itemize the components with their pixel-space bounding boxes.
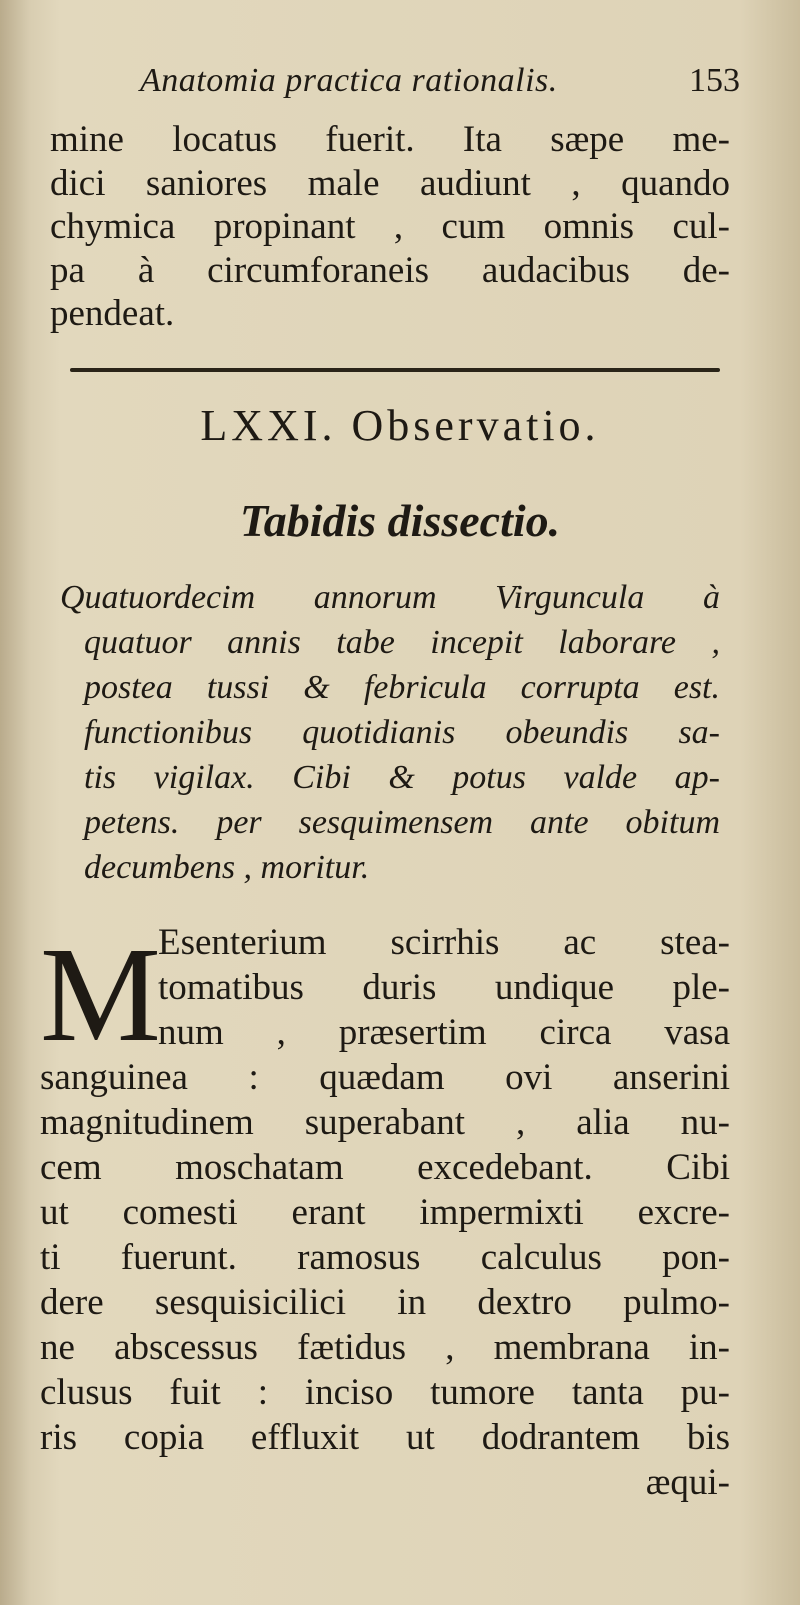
page-number: 153 [689,62,740,99]
text-line: num , præsertim circa vasa [158,1012,730,1053]
observation-subtitle: Tabidis dissectio. [239,495,561,546]
text-line: ut comesti erant impermixti excre- [40,1192,730,1233]
text-line: mine locatus fuerit. Ita sæpe me- [50,119,730,160]
case-line: tis vigilax. Cibi & potus valde ap- [84,759,720,796]
running-head [140,62,740,106]
preceding-paragraph [50,118,730,336]
dissection-paragraph [40,920,730,1505]
observation-heading: LXXI. Observatio. [200,401,600,450]
text-line: ris copia effluxit ut dodrantem bis [40,1417,730,1458]
text-line: clusus fuit : inciso tumore tanta pu- [40,1372,730,1413]
case-history [60,575,720,890]
text-line: ne abscessus fætidus , membrana in- [40,1327,730,1368]
section-divider [70,368,720,372]
text-line: Esenterium scirrhis ac stea- [158,922,730,963]
case-line: postea tussi & febricula corrupta est. [84,669,720,706]
case-line: quatuor annis tabe incepit laborare , [84,624,720,661]
case-line: Quatuordecim annorum Virguncula à [60,579,720,616]
text-line: cem moschatam excedebant. Cibi [40,1147,730,1188]
text-line: pa à circumforaneis audacibus de- [50,249,730,291]
text-line: dici saniores male audiunt , quando [50,162,730,204]
case-line: decumbens , moritur. [84,849,370,886]
catchword: æqui- [645,1462,730,1503]
text-line: magnitudinem superabant , alia nu- [40,1102,730,1143]
case-line: petens. per sesquimensem ante obitum [84,804,720,841]
text-line: dere sesquisicilici in dextro pulmo- [40,1282,730,1323]
text-line: sanguinea : quædam ovi anserini [40,1057,730,1098]
running-title: Anatomia practica rationalis. [140,62,558,99]
drop-cap-initial: M [40,920,161,1070]
text-line: pendeat. [50,293,175,334]
case-line: functionibus quotidianis obeundis sa- [84,714,720,751]
text-line: ti fuerunt. ramosus calculus pon- [40,1237,730,1278]
text-line: tomatibus duris undique ple- [158,967,730,1008]
text-line: chymica propinant , cum omnis cul- [50,206,730,247]
